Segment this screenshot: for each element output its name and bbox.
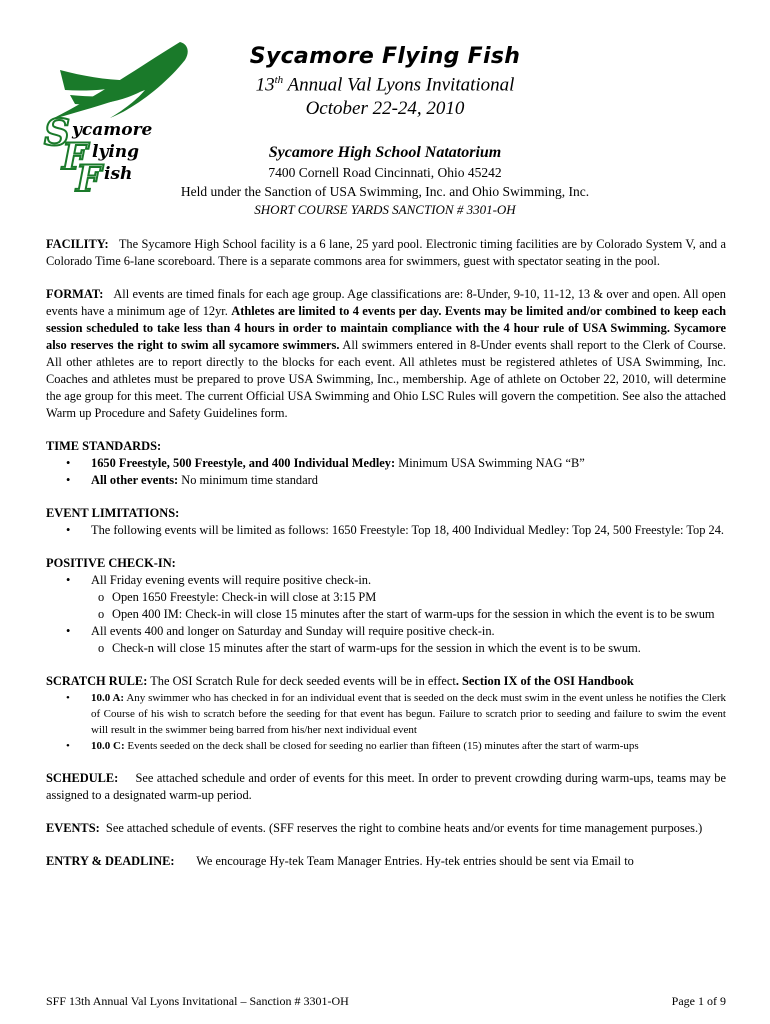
facility-label: FACILITY: (46, 237, 109, 251)
edition-name: Annual Val Lyons Invitational (283, 74, 515, 96)
sub-list-item: o Open 1650 Freestyle: Check-in will close at 3:15 PM (98, 590, 377, 604)
format-text-2: All swimmers entered in 8-Under events shall report to the Clerk of Course. All other athletes are to report directly to the blocks for each event. All athletes must be registered athletes of USA Swimming, Inc. Coaches and athletes must be prepared to prove USA Swimming, Inc., membership. Age of athlete on October 22, 2010, will determine the age group for this meet. The current Official USA Swimming and Ohio LSC Rules will govern the competition. See also the attached Warm up Procedure and Safety Guidelines form. (46, 338, 726, 420)
logo-word-2: lying (92, 142, 140, 162)
scratch-rule-section (46, 673, 726, 754)
scratch-rule-ref: . Section IX of the OSI Handbook (455, 674, 634, 688)
events-label: EVENTS: (46, 821, 100, 835)
event-limitations-text: The following events will be limited as follows: 1650 Freestyle: Top 18, 400 Individual Medley: Top 24, 500 Freestyle: Top 24. (91, 523, 725, 537)
entry-section (46, 853, 726, 870)
course-sanction: SHORT COURSE YARDS SANCTION # 3301-OH (254, 202, 516, 217)
format-label: FORMAT: (46, 287, 104, 301)
events-text: See attached schedule of events. (SFF reserves the right to combine heats and/or events for time management purposes.) (105, 821, 703, 835)
list-item: • All events 400 and longer on Saturday and Sunday will require positive check-in. (66, 624, 495, 638)
list-item: • The following events will be limited as follows: 1650 Freestyle: Top 18, 400 Individual Medley: Top 24, 500 Freestyle: Top 24. (66, 523, 725, 537)
entry-label: ENTRY & DEADLINE: (46, 854, 175, 868)
sanction-line: Held under the Sanction of USA Swimming, Inc. and Ohio Swimming, Inc. (180, 184, 590, 199)
logo-word-1: ycamore (72, 120, 153, 140)
time-standards-label: TIME STANDARDS: (46, 439, 162, 453)
list-item: • All other events: No minimum time standard (66, 473, 318, 487)
meet-dates: October 22-24, 2010 (305, 98, 465, 119)
standard-1-text: Minimum USA Swimming NAG “B” (395, 456, 585, 470)
list-item: • 10.0 A: Any swimmer who has checked in for an individual event that is seeded on the deck must swim in the event unless he notifies the Clerk of Course of his wish to scratch before the seeding for that event has begun. Failure to scratch prior to seeding and failure to swim the event will result in the swimmer being barred from his/her next individual event (66, 692, 727, 736)
scratch-rule-heading (46, 673, 726, 690)
logo-letter-f1: F (62, 136, 88, 178)
event-limitations-label: EVENT LIMITATIONS: (46, 506, 180, 520)
sub-list-item: o Open 400 IM: Check-in will close 15 minutes after the start of warm-ups for the session in which the event is to be swum (98, 607, 715, 621)
rule-c-text: Events seeded on the deck shall be closed for seeding no earlier than fifteen (15) minutes after the start of warm-ups (124, 740, 639, 752)
check-in-sub-3: Check-n will close 15 minutes after the start of warm-ups for the session in which the event is to be swum. (112, 641, 641, 655)
meet-edition (100, 74, 670, 96)
list-item: • 10.0 C: Events seeded on the deck shall be closed for seeding no earlier than fifteen (15) minutes after the start of warm-ups (66, 740, 639, 752)
rule-a-label: 10.0 A: (91, 692, 125, 704)
format-bold-text: Athletes are limited to 4 events per day. Events may be limited and/or combined to keep each session scheduled to take less than 4 hours in order to maintain compliance with the 4 hour rule of USA Swimming. Sycamore also reserves the right to swim all sycamore swimmers. (46, 304, 726, 352)
list-item: • All Friday evening events will require positive check-in. (66, 573, 372, 587)
page-footer (46, 994, 726, 1009)
check-in-item-1: All Friday evening events will require positive check-in. (91, 573, 372, 587)
scratch-rule-label: SCRATCH RULE: (46, 674, 148, 688)
time-standards-section (46, 438, 726, 489)
facility-section (46, 236, 726, 270)
schedule-section (46, 770, 726, 804)
check-in-section (46, 555, 726, 657)
rule-c-label: 10.0 C: (91, 740, 125, 752)
logo-letter-f2: F (76, 158, 102, 200)
check-in-sub-1: Open 1650 Freestyle: Check-in will close at 3:15 PM (112, 590, 377, 604)
footer-title: SFF 13th Annual Val Lyons Invitational – Sanction # 3301-OH (46, 994, 349, 1008)
check-in-label: POSITIVE CHECK-IN: (46, 556, 176, 570)
logo-letter-s: S (44, 112, 70, 154)
scratch-rule-text: The OSI Scratch Rule for deck seeded events will be in effect (147, 674, 456, 688)
check-in-sub-2: Open 400 IM: Check-in will close 15 minutes after the start of warm-ups for the session in which the event is to be swum (112, 607, 715, 621)
events-section (46, 820, 726, 837)
format-section (46, 286, 726, 422)
schedule-text: See attached schedule and order of events for this meet. In order to prevent crowding during warm-ups, teams may be assigned to a designated warm-up period. (46, 771, 726, 802)
standard-2-label: All other events: (91, 473, 179, 487)
document-body (46, 236, 726, 886)
edition-suffix: th (274, 74, 284, 86)
format-text-1: All events are timed finals for each age group. Age classifications are: 8-Under, 9-10, 11-12, 13 & over and open. All open events have a minimum age of 12yr. (46, 287, 726, 318)
sub-list-item: o Check-n will close 15 minutes after the start of warm-ups for the session in which the event is to be swum. (98, 641, 641, 655)
schedule-label: SCHEDULE: (46, 771, 119, 785)
list-item: • 1650 Freestyle, 500 Freestyle, and 400 Individual Medley: Minimum USA Swimming NAG “B” (66, 456, 585, 470)
standard-1-label: 1650 Freestyle, 500 Freestyle, and 400 Individual Medley: (91, 456, 396, 470)
meet-title: Sycamore Flying Fish (249, 44, 521, 69)
rule-a-text: Any swimmer who has checked in for an individual event that is seeded on the deck must swim in the event unless he notifies the Clerk of Course of his wish to scratch before the seeding for that event has begun. Failure to scratch prior to seeding and failure to swim the event will result in the swimmer being barred from his/her next individual event (91, 692, 727, 736)
edition-number: 13 (255, 74, 275, 96)
event-limitations-section (46, 505, 726, 539)
standard-2-text: No minimum time standard (178, 473, 318, 487)
facility-text: The Sycamore High School facility is a 6 lane, 25 yard pool. Electronic timing facilities are by Colorado System V, and a Colorado Time 6-lane scoreboard. There is a separate commons area for swimmers, guest with spectator seating in the pool. (46, 237, 726, 268)
venue-name: Sycamore High School Natatorium (268, 144, 502, 161)
logo-word-3: ish (104, 164, 133, 184)
venue-address: 7400 Cornell Road Cincinnati, Ohio 45242 (268, 165, 502, 180)
check-in-item-2: All events 400 and longer on Saturday and Sunday will require positive check-in. (91, 624, 495, 638)
page-number: Page 1 of 9 (671, 994, 726, 1008)
entry-text: We encourage Hy-tek Team Manager Entries. Hy-tek entries should be sent via Email to (196, 854, 634, 868)
